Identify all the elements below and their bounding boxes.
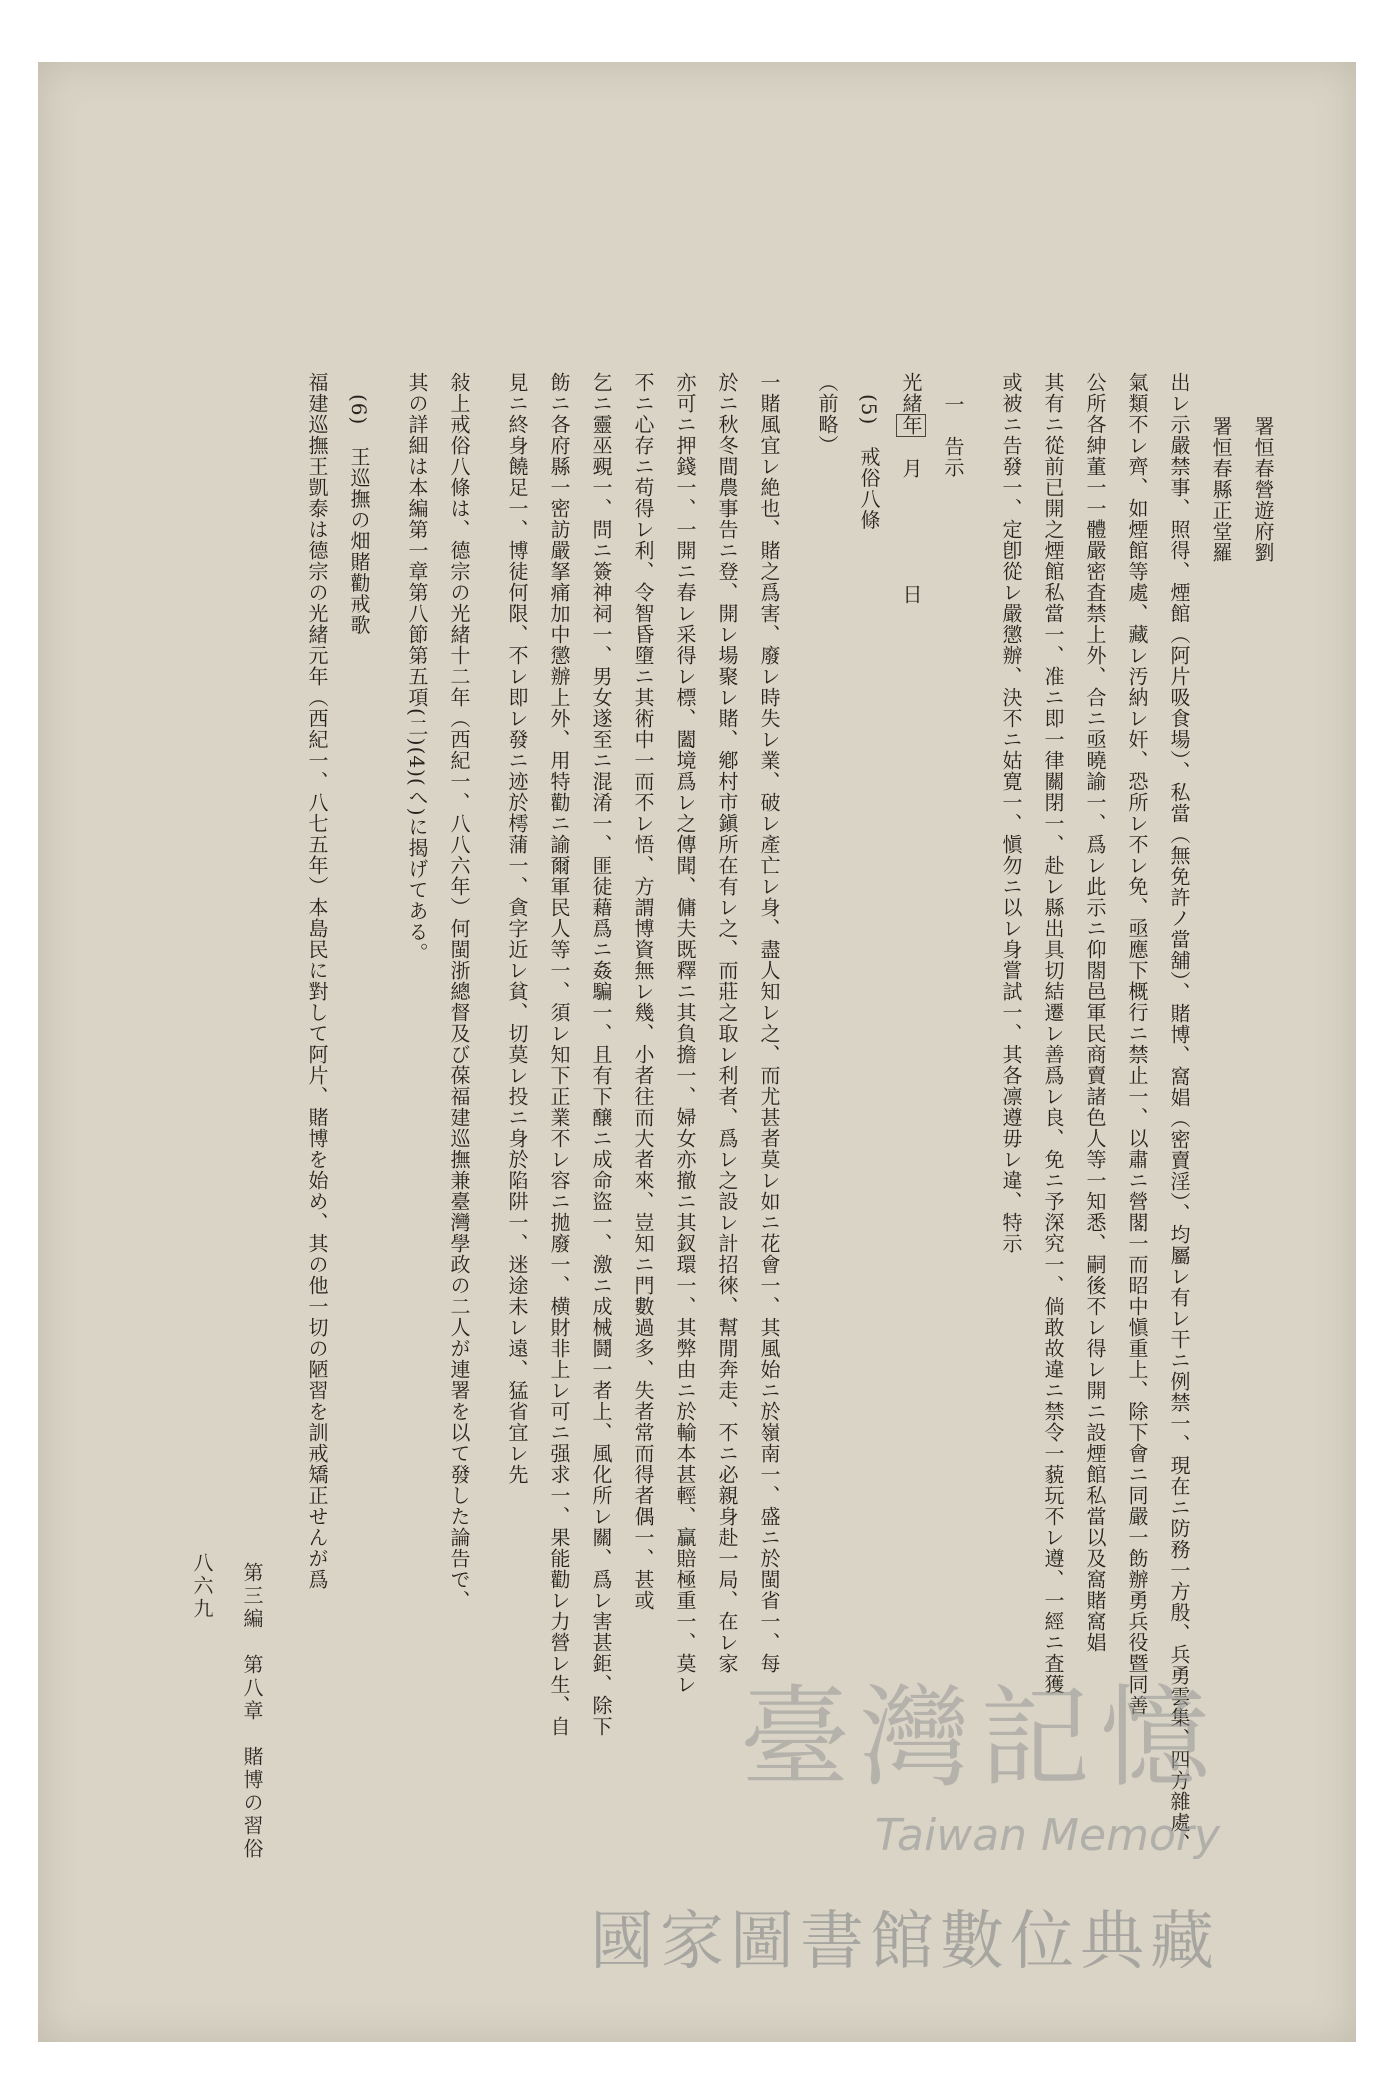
text-line: 或被ニ告發一、定卽從レ嚴懲辦、決不ニ姑寛一、愼勿ニ以レ身嘗試一、其各凛遵毋レ違、特示 [999,372,1023,1254]
text-line: 飭ニ各府縣一密訪嚴拏痛加中懲辦上外、用特勸ニ諭爾軍民人等一、須レ知下正業不レ容ニ拋廢一、横財非上レ可ニ强求一、果能勸レ力營レ生、自 [547,372,571,1737]
text-line: 一 告示 [941,394,965,478]
text-line: 福建巡撫王凱泰は德宗の光緒元年（西紀一、八七五年）本島民に對して阿片、賭博を始め、其の他一切の陋習を訓戒矯正せんが爲 [305,372,329,1590]
watermark-organization: 國家圖書館數位典藏 [590,1905,1220,1979]
text-line: 出レ示嚴禁事、照得、煙館（阿片吸食場）、私當（無免許ノ當舖）、賭博、窩娼（密賣淫）、均屬レ有レ干ニ例禁一、現在ニ防務一方殷、兵勇雲集、四方雜處、 [1167,372,1191,1854]
watermark-english: Taiwan Memory [874,1810,1220,1861]
text-line: 乞ニ靈巫覡一、問ニ簽神祠一、男女遂至ニ混淆一、匪徒藉爲ニ姦騙一、且有下醸ニ成命盜一、激ニ成械鬪一者上、風化所レ關、爲レ害甚鉅、除下 [589,372,613,1737]
page-number: 八六九 [190,1552,214,1621]
text-line: 光緒年 月 日 [890,372,932,1912]
text-line: 署恒春營遊府劉 [1251,416,1275,563]
text-line: 於ニ秋冬間農事告ニ登、開レ場聚レ賭、鄕村市鎭所在有レ之、而莊之取レ利者、爲レ之設レ計招徠、幫閒奔走、不ニ必親身赴一局、在レ家 [715,372,739,1674]
text-line: 公所各紳董一一體嚴密査禁上外、合ニ亟曉諭一、爲レ此示ニ仰閤邑軍民商賣諸色人等一知悉、嗣後不レ得レ開ニ設煙館私當以及窩賭窩娼 [1083,372,1107,1653]
text-line: 不ニ心存ニ苟得レ利、令智昏墮ニ其術中一而不レ悟、方謂博資無レ幾、小者往而大者來、豈知ニ門數過多、失者常而得者偶一、甚或 [631,372,655,1611]
text-line: （前略） [815,372,839,456]
text-line: 其の詳細は本編第一章第八節第五項(二)(4)(へ)に揭げてある。 [405,372,429,964]
text-line: 署恒春縣正堂羅 [1209,416,1233,563]
text-line: (6) 王巡撫の畑賭勸戒歌 [347,394,371,636]
watermark [460,1650,1220,2030]
text-line: 亦可ニ押錢一、一開ニ春レ采得レ標、闔境爲レ之傳聞、傭夫既釋ニ其負擔一、婦女亦撤ニ其釵環一、其弊由ニ於輸本甚輕、贏賠極重一、莫レ [673,372,697,1695]
text-line: 其有ニ從前已開之煙館私當一、准ニ即一律關閉一、赴レ縣出具切結遷レ善爲レ良、免ニ予深究一、倘敢故違ニ禁令一藐玩不レ遵、一經ニ査獲 [1041,372,1065,1695]
boxed-char: 年 [896,414,926,437]
text-line: 氣類不レ齊、如煙館等處、藏レ汚納レ奸、恐所レ不レ免、亟應下概行ニ禁止一、以肅ニ營閣一而昭中愼重上、除下會ニ同嚴一飭辦勇兵役暨同善 [1125,372,1149,1716]
text-line: (5) 戒俗八條 [857,394,881,531]
running-head: 第三編 第八章 賭博の習俗 [240,1562,264,1861]
line-gap [380,372,396,1912]
text-line: 見ニ終身饒足一、博徒何限、不レ即レ發ニ迹於樗蒲一、貪字近レ貧、切莫レ投ニ身於陷阱一、迷途未レ遠、猛省宜レ先 [505,372,529,1485]
text-line: 一賭風宜レ絶也、賭之爲害、廢レ時失レ業、破レ產亡レ身、盡人知レ之、而尤甚者莫レ如ニ花會一、其風始ニ於嶺南一、盛ニ於閩省一、每 [757,372,781,1674]
text-line: 敍上戒俗八條は、德宗の光緒十二年（西紀一、八八六年）何閩浙總督及び葆福建巡撫兼臺灣學政の二人が連署を以て發した論告で、 [447,372,471,1611]
watermark-logo: 臺灣記憶 [740,1674,1220,1802]
